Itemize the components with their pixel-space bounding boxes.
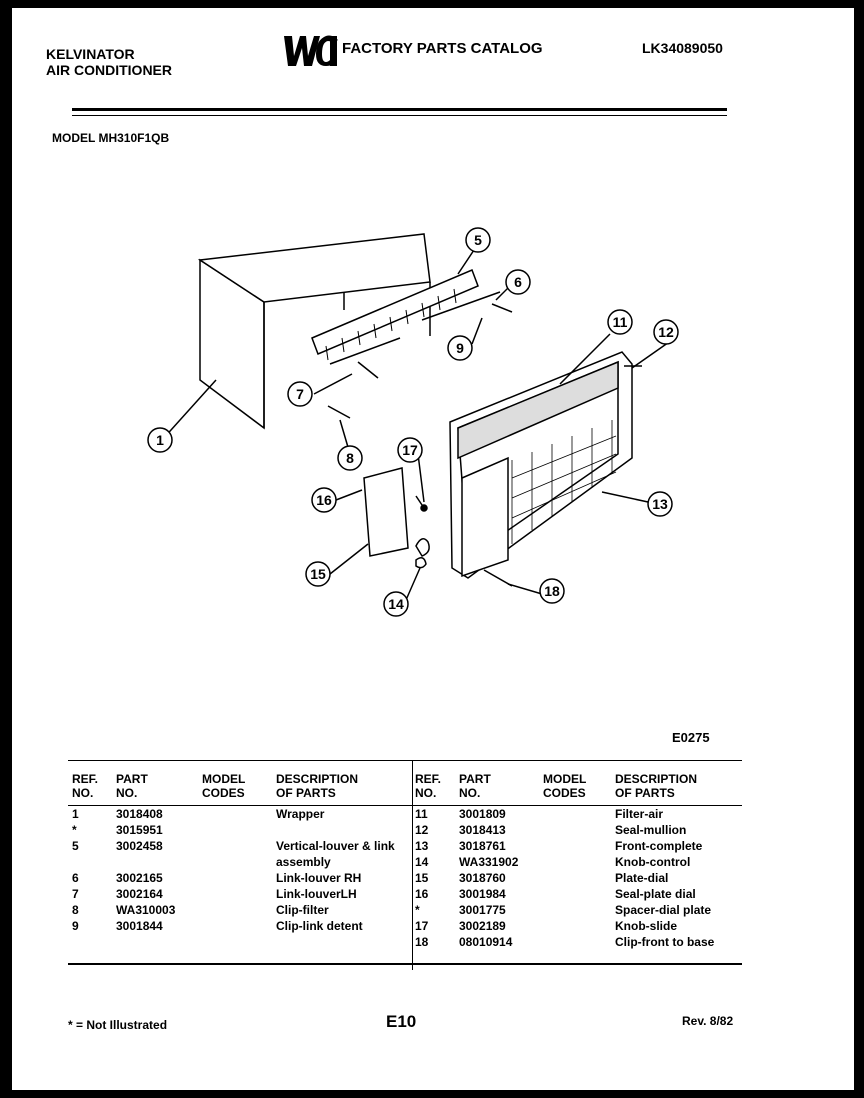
callout-1 xyxy=(148,428,172,452)
cell-ref: 17 xyxy=(415,919,429,933)
cell-codes xyxy=(543,902,615,918)
document-number: LK34089050 xyxy=(642,40,723,56)
cell-ref: 13 xyxy=(415,839,429,853)
cell-codes xyxy=(543,886,615,902)
catalog-title: FACTORY PARTS CATALOG xyxy=(342,40,543,57)
cell-codes xyxy=(202,918,276,934)
cell-ref: 1 xyxy=(72,807,79,821)
cell-desc: Clip-link detent xyxy=(276,919,363,933)
cell-desc: Link-louverLH xyxy=(276,887,357,901)
catalog-page xyxy=(12,8,854,1090)
cell-desc xyxy=(276,822,412,838)
cell-part xyxy=(116,854,202,870)
svg-text:11: 11 xyxy=(612,314,628,330)
table-row xyxy=(72,838,412,854)
cell-part: 3018408 xyxy=(116,807,163,821)
cell-part: 3002458 xyxy=(116,839,163,853)
callout-8 xyxy=(338,446,362,470)
parts-table-right xyxy=(415,766,745,950)
cell-codes xyxy=(202,822,276,838)
cell-part: WA310003 xyxy=(116,903,176,917)
cell-ref: 6 xyxy=(72,871,79,885)
cell-desc: assembly xyxy=(276,855,331,869)
cell-part: 3002164 xyxy=(116,887,163,901)
callout-11 xyxy=(608,310,632,334)
svg-text:18: 18 xyxy=(544,583,560,599)
table-row xyxy=(415,934,745,950)
svg-text:1: 1 xyxy=(156,432,164,448)
cell-codes xyxy=(202,902,276,918)
table-row xyxy=(72,902,412,918)
dial-plate xyxy=(364,468,408,556)
cell-desc: Link-louver RH xyxy=(276,871,362,885)
cell-desc: Knob-slide xyxy=(615,919,677,933)
cell-ref: * xyxy=(415,903,420,917)
table-row xyxy=(72,806,412,822)
cell-desc: Front-complete xyxy=(615,839,703,853)
not-illustrated-note: * = Not Illustrated xyxy=(68,1018,168,1032)
cell-codes xyxy=(202,886,276,902)
parts-table-left xyxy=(72,766,412,934)
cell-codes xyxy=(543,918,615,934)
page-number: E10 xyxy=(386,1012,417,1031)
cell-desc: Knob-control xyxy=(615,855,691,869)
svg-text:16: 16 xyxy=(316,492,332,508)
cell-part: 08010914 xyxy=(459,935,513,949)
svg-text:6: 6 xyxy=(514,274,522,290)
cell-part: 3001984 xyxy=(459,887,506,901)
table-row xyxy=(72,854,412,870)
header-ref-no: REF. NO. xyxy=(415,772,442,800)
table-row xyxy=(72,918,412,934)
cell-desc: Seal-plate dial xyxy=(615,887,696,901)
table-top-rule xyxy=(68,760,742,761)
table-row xyxy=(72,822,412,838)
front-panel xyxy=(450,352,642,578)
cell-part: 3001809 xyxy=(459,807,506,821)
diagram-code: E0275 xyxy=(672,730,710,745)
callout-5 xyxy=(466,228,490,252)
cell-ref: 15 xyxy=(415,871,429,885)
cell-codes xyxy=(543,934,615,950)
cell-codes xyxy=(202,870,276,886)
cell-ref: 11 xyxy=(415,807,428,821)
cell-ref: 18 xyxy=(415,935,429,949)
cell-ref: 8 xyxy=(72,903,79,917)
svg-text:17: 17 xyxy=(402,442,418,458)
cell-codes xyxy=(202,806,276,822)
callout-17 xyxy=(398,438,422,462)
table-row xyxy=(415,854,745,870)
table-row xyxy=(415,822,745,838)
cell-codes xyxy=(543,838,615,854)
svg-text:15: 15 xyxy=(310,566,326,582)
callout-16 xyxy=(312,488,336,512)
callout-13 xyxy=(648,492,672,516)
cell-codes xyxy=(543,854,615,870)
callout-15 xyxy=(306,562,330,586)
svg-text:7: 7 xyxy=(296,386,304,402)
header-description: DESCRIPTION OF PARTS xyxy=(276,772,359,800)
callout-6 xyxy=(506,270,530,294)
cell-ref: 9 xyxy=(72,919,79,933)
cell-desc: Plate-dial xyxy=(615,871,669,885)
header-part-no: PART NO. xyxy=(459,772,491,800)
cell-ref: 12 xyxy=(415,823,429,837)
callout-9 xyxy=(448,336,472,360)
cell-codes xyxy=(543,870,615,886)
table-divider xyxy=(412,760,413,970)
cell-codes xyxy=(202,838,276,854)
svg-text:8: 8 xyxy=(346,450,354,466)
model-number: MODEL MH310F1QB xyxy=(52,131,170,145)
svg-text:12: 12 xyxy=(658,324,674,340)
cell-ref: 7 xyxy=(72,887,79,901)
cell-codes xyxy=(202,854,276,870)
svg-text:9: 9 xyxy=(456,340,464,356)
table-row xyxy=(415,870,745,886)
cell-codes xyxy=(543,822,615,838)
cell-desc: Wrapper xyxy=(276,807,325,821)
cell-part: 3002165 xyxy=(116,871,163,885)
callout-18 xyxy=(540,579,564,603)
callout-7 xyxy=(288,382,312,406)
table-row xyxy=(72,870,412,886)
cell-part: 3002189 xyxy=(459,919,506,933)
table-row xyxy=(415,806,745,822)
cell-ref: 5 xyxy=(72,839,79,853)
header-part-no: PART NO. xyxy=(116,772,148,800)
cell-ref: * xyxy=(72,823,77,837)
cell-ref: 16 xyxy=(415,887,429,901)
callout-14 xyxy=(384,592,408,616)
table-row xyxy=(415,902,745,918)
header-model-codes: MODEL CODES xyxy=(202,772,246,800)
table-row xyxy=(415,918,745,934)
cell-ref xyxy=(72,854,116,870)
callout-12 xyxy=(654,320,678,344)
header-description: DESCRIPTION OF PARTS xyxy=(615,772,698,800)
cell-desc: Clip-front to base xyxy=(615,935,715,949)
table-row xyxy=(415,838,745,854)
header-model-codes: MODEL CODES xyxy=(543,772,587,800)
header-ref-no: REF. NO. xyxy=(72,772,99,800)
cell-desc: Spacer-dial plate xyxy=(615,903,712,917)
brand-name: KELVINATOR xyxy=(46,46,135,62)
cell-desc: Clip-filter xyxy=(276,903,329,917)
cell-part: 3015951 xyxy=(116,823,163,837)
svg-text:14: 14 xyxy=(388,596,404,612)
cell-codes xyxy=(543,806,615,822)
cell-part: 3018413 xyxy=(459,823,506,837)
revision-date: Rev. 8/82 xyxy=(682,1014,734,1028)
cell-part: 3001775 xyxy=(459,903,506,917)
exploded-parts-diagram xyxy=(12,8,854,768)
cell-part: 3001844 xyxy=(116,919,163,933)
cell-ref: 14 xyxy=(415,855,429,869)
table-bottom-rule xyxy=(68,963,742,965)
cell-part: 3018761 xyxy=(459,839,506,853)
product-type: AIR CONDITIONER xyxy=(46,62,172,78)
cell-desc: Filter-air xyxy=(615,807,664,821)
cell-desc: Vertical-louver & link xyxy=(276,839,395,853)
svg-text:5: 5 xyxy=(474,232,482,248)
table-row xyxy=(72,886,412,902)
cell-part: 3018760 xyxy=(459,871,506,885)
svg-text:13: 13 xyxy=(652,496,668,512)
cell-part: WA331902 xyxy=(459,855,519,869)
cell-desc: Seal-mullion xyxy=(615,823,687,837)
table-row xyxy=(415,886,745,902)
